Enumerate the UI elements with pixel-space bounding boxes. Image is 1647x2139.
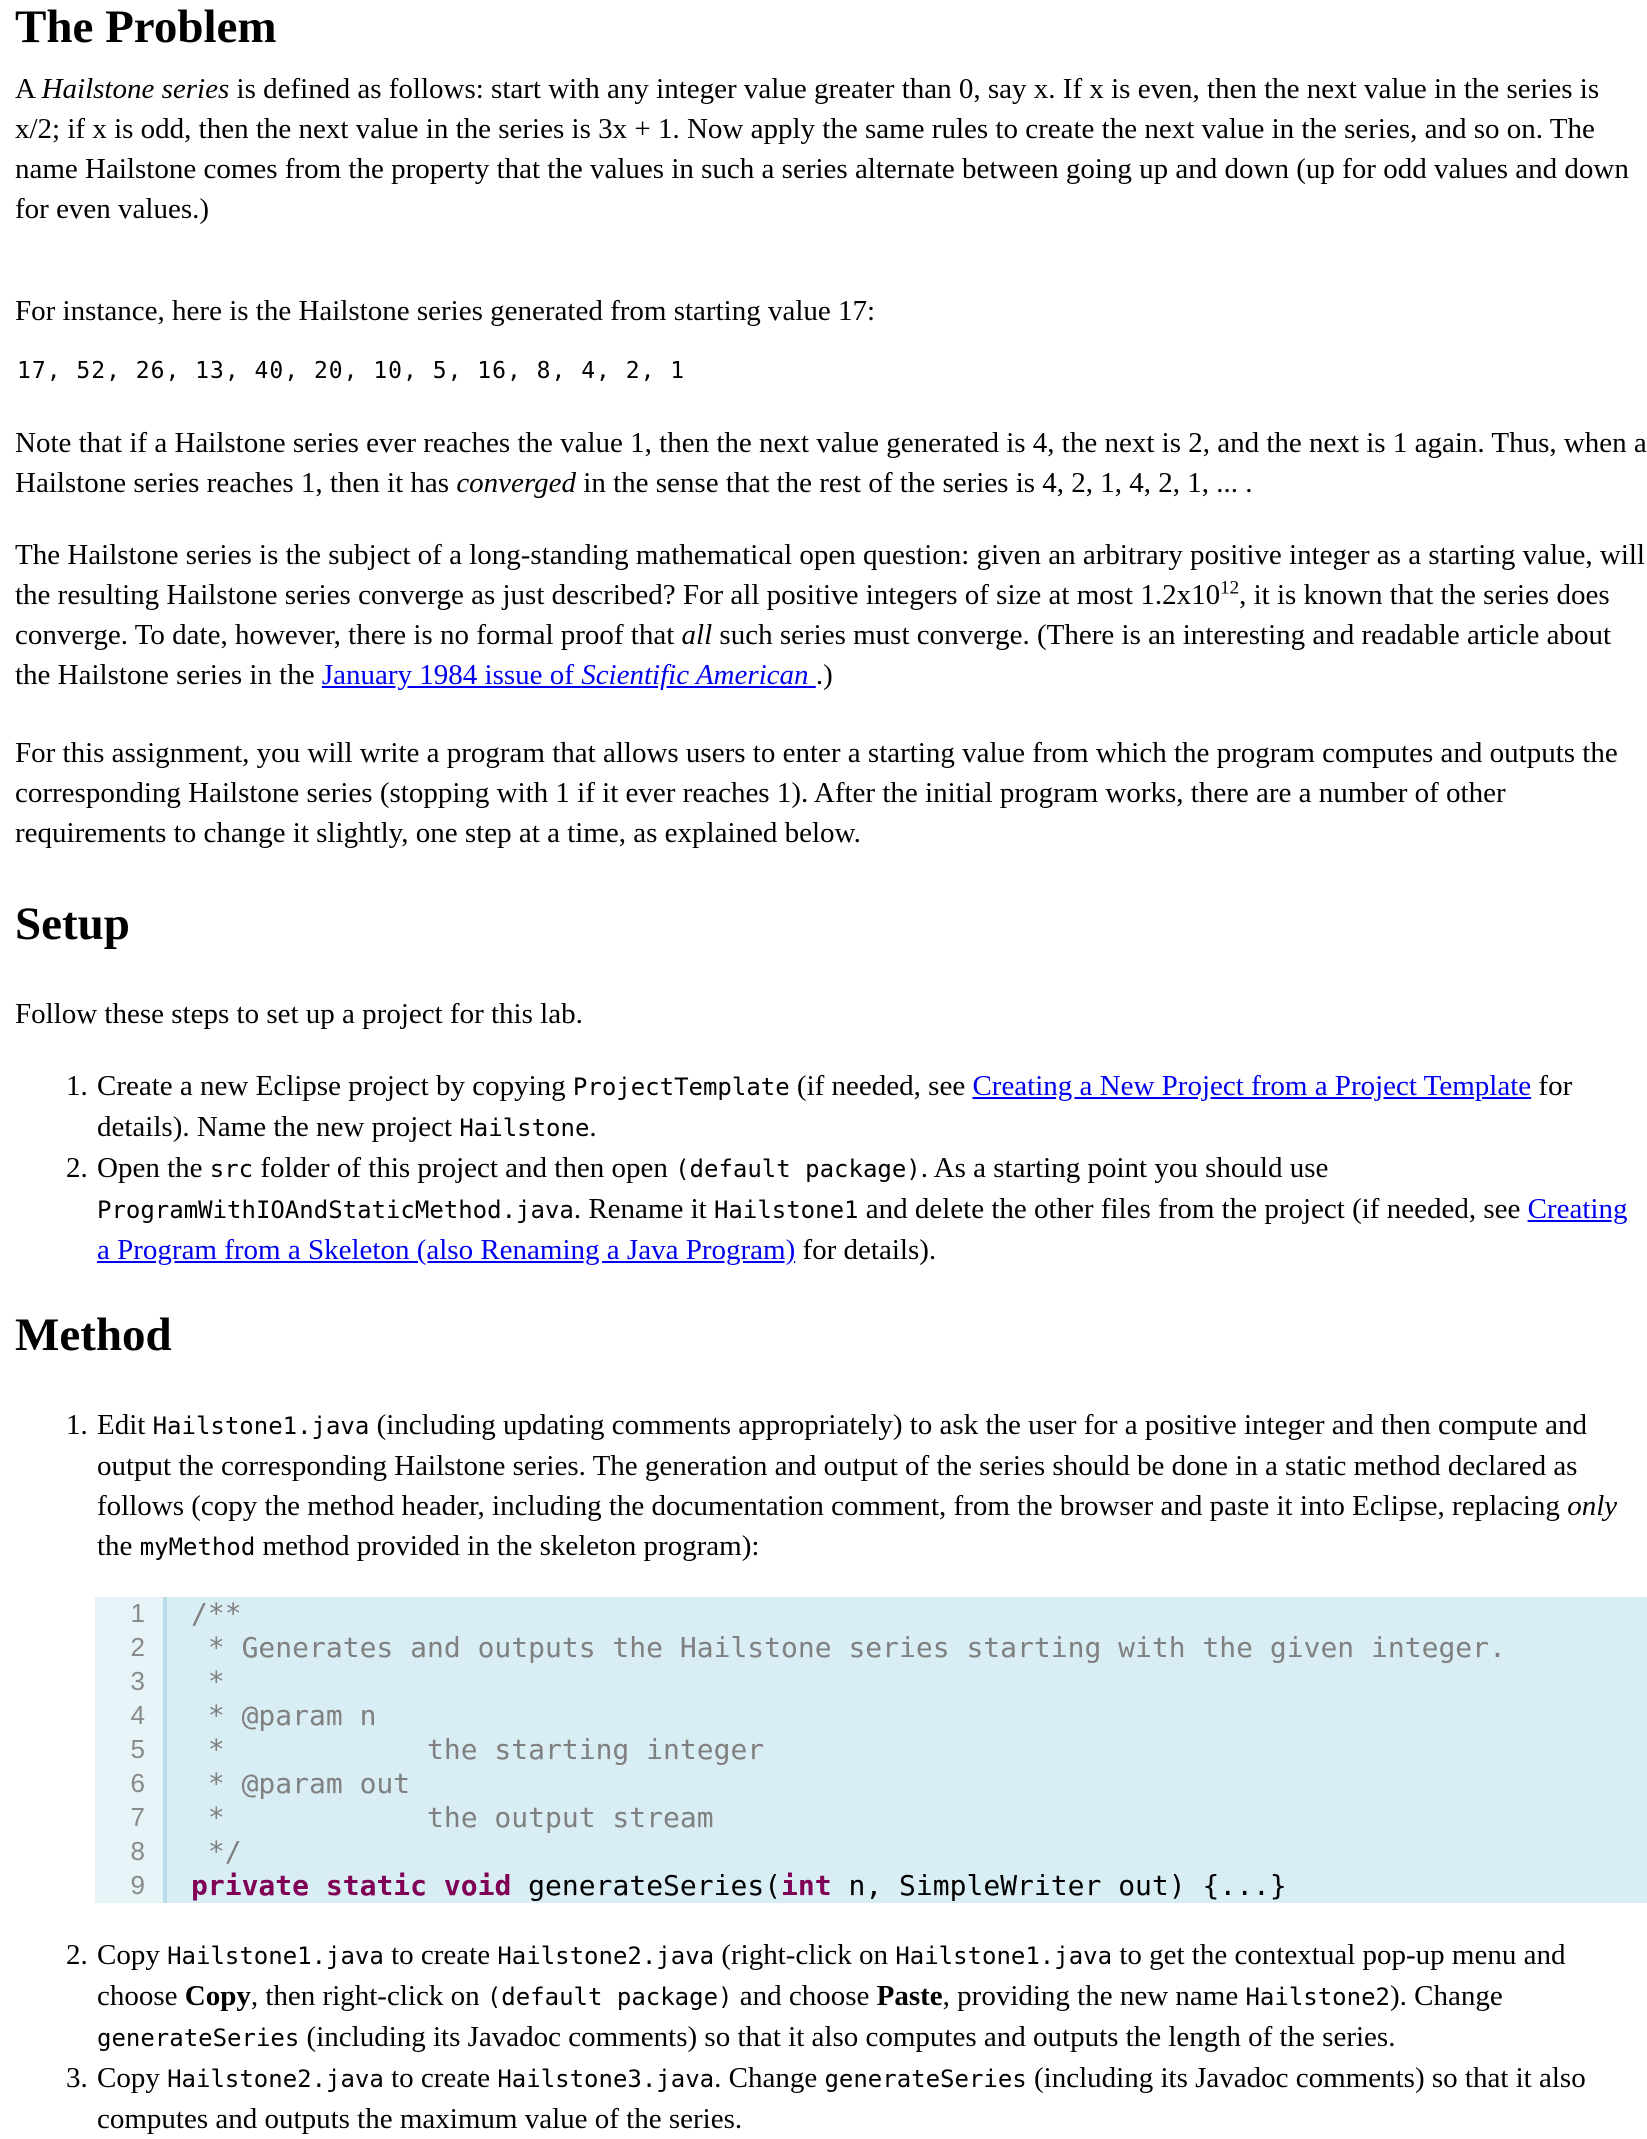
line-number: 4 xyxy=(130,1700,145,1730)
code-line: * @param n xyxy=(191,1699,377,1732)
problem-paragraph-3: Note that if a Hailstone series ever reaches the value 1, then the next value generated is 4, the next is 2, and the next is 1 again. Thus, when a Hailstone series reaches 1, then it has converged in the sense that the rest of the series is 4, 2, 1, 4, 2, 1, ... . xyxy=(15,427,1647,499)
code-line: * Generates and outputs the Hailstone series starting with the given integer. xyxy=(191,1631,1506,1664)
method-heading: Method xyxy=(15,1309,172,1361)
line-number: 9 xyxy=(130,1870,145,1900)
line-number: 6 xyxy=(130,1768,145,1798)
line-number: 3 xyxy=(130,1666,145,1696)
line-number: 2 xyxy=(130,1632,145,1662)
line-number: 1 xyxy=(130,1598,145,1628)
problem-paragraph-4: The Hailstone series is the subject of a long-standing mathematical open question: given an arbitrary positive integer as a starting value, will the resulting Hailstone series converge as just described? For all positive integers of size at most $1.2x10^{12}$, it is known that the series does converge. To date, however, there is no formal proof that all such series must converge. (There is an interesting and readable article about the Hailstone series in the January 1984 issue of Scientific American .) xyxy=(15,539,1645,691)
problem-paragraph-2: For instance, here is the Hailstone series generated from starting value 17: xyxy=(15,295,876,327)
setup-heading: Setup xyxy=(15,898,130,950)
line-number: 7 xyxy=(130,1802,145,1832)
hailstone-series-term: Hailstone series xyxy=(41,73,230,105)
code-line: * the output stream xyxy=(191,1801,714,1834)
method-header-code-block xyxy=(95,1597,1647,1903)
method-step-2: 2. Copy Hailstone1.java to create Hailstone2.java (right-click on Hailstone1.java to get the contextual pop-up menu and choose Copy, then right-click on (default package) and choose Paste, providing the new name Hailstone2). Change generateSeries (including its Javadoc comments) so that it also computes and outputs the length of the series. xyxy=(95,1935,1647,2058)
line-number: 5 xyxy=(130,1734,145,1764)
problem-paragraph-1: A Hailstone series is defined as follows: start with any integer value greater than 0, say x. If x is even, then the next value in the series is x/2; if x is odd, then the next value in the series is 3x + 1. Now apply the same rules to create the next value in the series, and so on. The name Hailstone comes from the property that the values in such a series alternate between going up and down (up for odd values and down for even values.) xyxy=(15,73,1629,225)
setup-step-1: 1. Create a new Eclipse project by copying ProjectTemplate (if needed, see Creating a New Project from a Project Template for details). Name the new project Hailstone. xyxy=(95,1066,1647,1148)
method-steps-a xyxy=(15,1405,1647,1567)
problem-paragraph-5: For this assignment, you will write a program that allows users to enter a starting value from which the program computes and outputs the corresponding Hailstone series (stopping with 1 if it ever reaches 1). After the initial program works, there are a number of other requirements to change it slightly, one step at a time, as explained below. xyxy=(15,737,1618,849)
line-number: 8 xyxy=(130,1836,145,1866)
setup-steps xyxy=(15,1066,1647,1270)
setup-intro: Follow these steps to set up a project for this lab. xyxy=(15,998,583,1030)
project-template-link[interactable]: Creating a New Project from a Project Template xyxy=(972,1070,1532,1102)
code-line: /** xyxy=(191,1597,242,1630)
code-line-gutter xyxy=(95,1597,167,1903)
example-sequence: 17, 52, 26, 13, 40, 20, 10, 5, 16, 8, 4, 2, 1 xyxy=(17,358,686,384)
code-line-method-signature: private static void generateSeries(int n, SimpleWriter out) {...} xyxy=(191,1869,1287,1902)
scientific-american-link[interactable]: January 1984 issue of Scientific American xyxy=(321,659,809,691)
setup-step-2: 2. Open the src folder of this project and then open (default package). As a starting point you should use ProgramWithIOAndStaticMethod.java. Rename it Hailstone1 and delete the other files from the project (if needed, see Creating a Program from a Skeleton (also Renaming a Java Program) for details). xyxy=(95,1148,1647,1270)
program-skeleton-link[interactable]: Creating a Program from a Skeleton (also Renaming a Java Program) xyxy=(97,1193,1628,1266)
code-line: * the starting integer xyxy=(191,1733,765,1766)
method-step-3: 3. Copy Hailstone2.java to create Hailstone3.java. Change generateSeries (including its Javadoc comments) so that it also computes and outputs the maximum value of the series. xyxy=(95,2058,1647,2139)
code-line: * @param out xyxy=(191,1767,411,1800)
code-line: * xyxy=(191,1665,225,1698)
method-steps-b xyxy=(15,1935,1647,2139)
code-line: */ xyxy=(191,1835,242,1868)
problem-heading: The Problem xyxy=(15,1,277,53)
method-step-1: 1. Edit Hailstone1.java (including updating comments appropriately) to ask the user for a positive integer and then compute and output the corresponding Hailstone series. The generation and output of the series should be done in a static method declared as follows (copy the method header, including the documentation comment, from the browser and paste it into Eclipse, replacing only the myMethod method provided in the skeleton program): xyxy=(95,1405,1647,1567)
